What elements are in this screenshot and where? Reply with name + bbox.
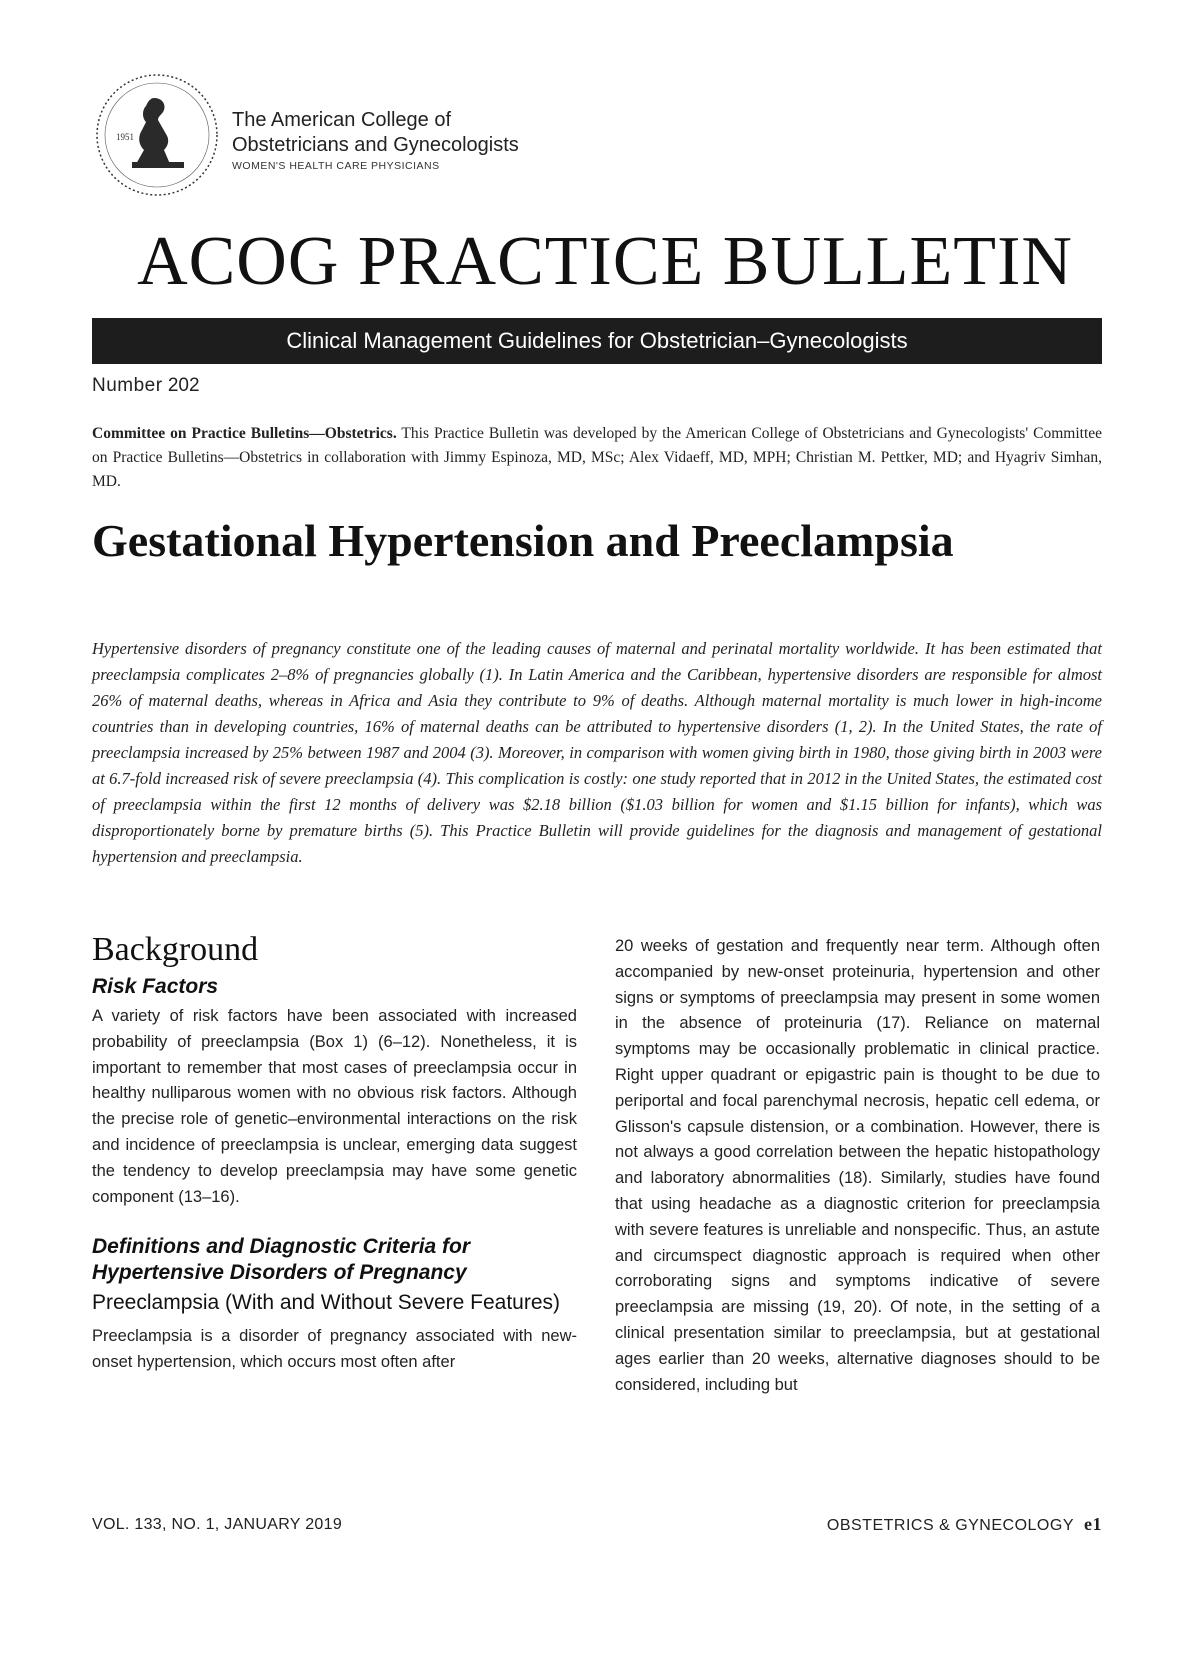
right-column (615, 934, 1100, 1398)
organization-name (232, 108, 519, 172)
committee-text: This Practice Bulletin was developed by the American College of Obstetricians and Gynecologists' Committee on Practice Bulletins—Obstetrics in collaboration with Jimmy Espinoza, MD, MSc; Alex Vidaeff, MD, MPH; Christian M. Pettker, MD; and Hyagriv Simhan, MD. (92, 425, 1103, 490)
footer-volume: VOL. 133, NO. 1, JANUARY 2019 (92, 1516, 343, 1533)
number-label: Number (92, 375, 163, 396)
right-column-text: 20 weeks of gestation and frequently near term. Although often accompanied by new-onset proteinuria, hypertension and other signs or symptoms of preeclampsia may present in some women in the absence of proteinuria (17). Reliance on maternal symptoms may be occasionally problematic in clinical practice. Right upper quadrant or epigastric pain is thought to be due to periportal and focal parenchymal necrosis, hepatic cell edema, or Glisson's capsule distension, or a combination. However, there is not always a good correlation between the hepatic histopathology and laboratory abnormalities (18). Similarly, studies have found that using headache as a diagnostic criterion for preeclampsia with severe features is unreliable and nonspecific. Thus, an astute and circumspect diagnostic approach is required when other corroborating signs and symptoms indicative of severe preeclampsia are missing (19, 20). Of note, in the setting of a clinical presentation similar to preeclampsia, but at gestational ages earlier than 20 weeks, alternative diagnoses should to be considered, including but (615, 937, 1100, 1394)
svg-text:1951: 1951 (116, 132, 134, 142)
left-column (92, 930, 577, 1376)
article-title: Gestational Hypertension and Preeclampsia (92, 515, 954, 566)
definitions-heading: Definitions and Diagnostic Criteria for Hypertensive Disorders of Pregnancy (92, 1235, 471, 1285)
committee-name: Committee on Practice Bulletins—Obstetrics. (92, 425, 397, 442)
committee-statement (92, 422, 1102, 494)
risk-factors-text: A variety of risk factors have been associated with increased probability of preeclampsia (Box 1) (6–12). Nonetheless, it is important to remember that most cases of preeclampsia occur in healthy nulliparous women with no obvious risk factors. Although the precise role of genetic–environmental interactions on the risk and incidence of preeclampsia is unclear, emerging data suggest the tendency to develop preeclampsia may have some genetic component (13–16). (92, 1007, 577, 1206)
background-heading: Background (92, 931, 259, 968)
preeclampsia-subheading: Preeclampsia (With and Without Severe Features) (92, 1291, 561, 1315)
org-name-line1: The American College of (232, 109, 452, 131)
page-number: e1 (1084, 1514, 1102, 1534)
org-tagline: WOMEN'S HEALTH CARE PHYSICIANS (232, 160, 440, 172)
masthead-title: ACOG PRACTICE BULLETIN (137, 223, 1073, 300)
journal-name: OBSTETRICS & GYNECOLOGY (826, 1517, 1074, 1534)
guidelines-banner: Clinical Management Guidelines for Obstetrician–Gynecologists (92, 318, 1102, 364)
number-value: 202 (167, 375, 200, 396)
footer-journal (827, 1514, 1102, 1535)
org-name-line2: Obstetricians and Gynecologists (232, 134, 519, 156)
abstract: Hypertensive disorders of pregnancy constitute one of the leading causes of maternal and perinatal mortality worldwide. It has been estimated that preeclampsia complicates 2–8% of pregnancies globally (1). In Latin America and the Caribbean, hypertensive disorders are responsible for almost 26% of maternal deaths, whereas in Africa and Asia they contribute to 9% of deaths. Although maternal mortality is much lower in high-income countries than in developing countries, 16% of maternal deaths can be attributed to hypertensive disorders (1, 2). In the United States, the rate of preeclampsia increased by 25% between 1987 and 2004 (3). Moreover, in comparison with women giving birth in 1980, those giving birth in 2003 were at 6.7-fold increased risk of severe preeclampsia (4). This complication is costly: one study reported that in 2012 in the United States, the estimated cost of preeclampsia within the first 12 months of delivery was $2.18 billion ($1.03 billion for women and $1.15 billion for infants), which was disproportionately borne by premature births (5). This Practice Bulletin will provide guidelines for the diagnosis and management of gestational hypertension and preeclampsia. (92, 639, 1102, 866)
acog-seal-logo (92, 70, 222, 200)
risk-factors-heading: Risk Factors (92, 975, 219, 998)
bulletin-number (92, 375, 200, 397)
preeclampsia-text: Preeclampsia is a disorder of pregnancy associated with new-onset hypertension, which occurs most often after (92, 1327, 577, 1372)
